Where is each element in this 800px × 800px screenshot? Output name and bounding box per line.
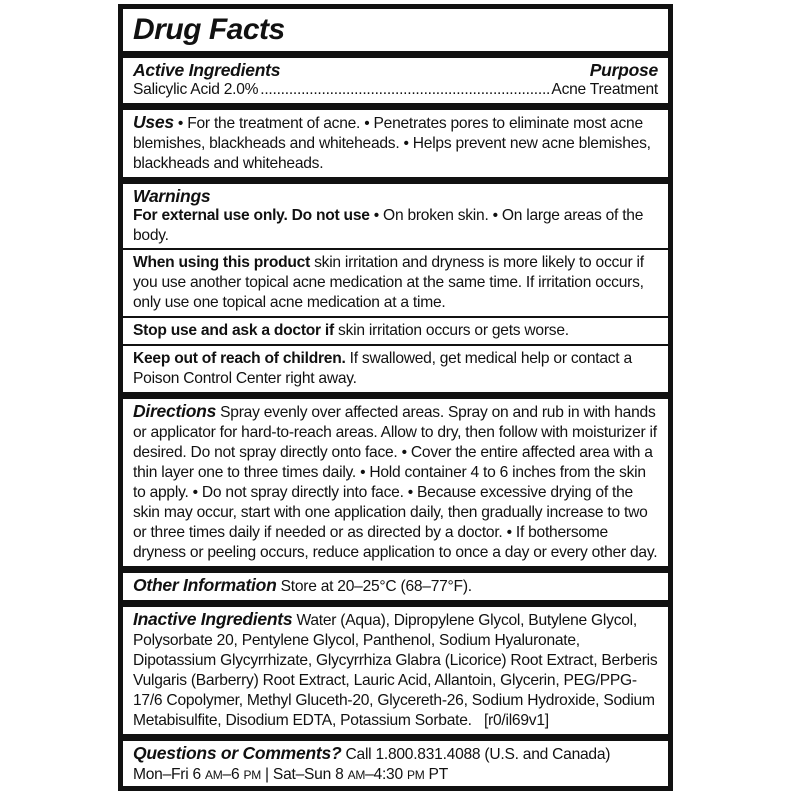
thick-divider bbox=[123, 600, 668, 607]
thick-divider bbox=[123, 51, 668, 58]
when-using-warning: When using this product skin irritation and dryness is more likely to occur if you use another topical acne medication at the same time. If irritation occurs, only use one topical acne medication at a time. bbox=[133, 254, 644, 311]
questions-section bbox=[123, 741, 668, 788]
panel-title: Drug Facts bbox=[133, 13, 285, 46]
thick-divider bbox=[123, 177, 668, 184]
purpose-heading: Purpose bbox=[589, 60, 658, 80]
directions-section bbox=[123, 399, 668, 566]
directions-text: Spray evenly over affected areas. Spray on and rub in with hands or applicator for hard-to-reach areas. Allow to dry, then follow with moisturizer if desired. Do not spray directly onto face. • Cover the entire affected area with a thin layer one to three times daily. • Hold container 4 to 6 inches from the skin to apply. • Do not spray directly into face. • Because excessive drying of the skin may occur, start with one application daily, then gradually increase to two or three times daily if needed or as directed by a doctor. • If bothersome dryness or peeling occurs, reduce application to once a day or every other day. bbox=[133, 404, 658, 561]
thick-divider bbox=[123, 566, 668, 573]
dot-leader bbox=[260, 80, 549, 100]
inactive-ingredients-text: Water (Aqua), Dipropylene Glycol, Butylene Glycol, Polysorbate 20, Pentylene Glycol, Panthenol, Sodium Hyaluronate, Dipotassium Glycyrrhizate, Glycyrrhiza Glabra (Licorice) Root Extract, Berberis Vulgaris (Barberry) Root Extract, Lauric Acid, Allantoin, Glycerin, PEG/PPG-17/6 Copolymer, Methyl Gluceth-20, Glycereth-26, Sodium Hydroxide, Sodium Metabisulfite, Disodium EDTA, Potassium Sorbate. bbox=[133, 612, 658, 729]
warnings-heading: Warnings bbox=[133, 186, 211, 206]
inactive-ingredients-section bbox=[123, 607, 668, 734]
other-information-section bbox=[123, 573, 668, 600]
other-information-heading: Other Information bbox=[133, 575, 277, 595]
thick-divider bbox=[123, 103, 668, 110]
ingredient-row bbox=[133, 80, 658, 100]
stop-use-warning: Stop use and ask a doctor if skin irritation occurs or gets worse. bbox=[133, 322, 569, 339]
keep-out-warning: Keep out of reach of children. If swallowed, get medical help or contact a Poison Control Center right away. bbox=[133, 350, 632, 387]
hours-text: Mon–Fri 6 AM–6 PM | Sat–Sun 8 AM–4:30 PM PT bbox=[133, 766, 448, 783]
active-ingredients-section bbox=[123, 58, 668, 103]
questions-heading: Questions or Comments? bbox=[133, 743, 342, 763]
ingredient-purpose: Acne Treatment bbox=[551, 81, 658, 98]
drug-facts-panel bbox=[118, 4, 673, 791]
external-use-warning: For external use only. Do not use • On broken skin. • On large areas of the body. bbox=[133, 207, 644, 244]
uses-text: • For the treatment of acne. • Penetrates pores to eliminate most acne blemishes, blackheads and whiteheads. • Helps prevent new acne blemishes, blackheads and whiteheads. bbox=[133, 115, 651, 172]
other-information-text: Store at 20–25°C (68–77°F). bbox=[276, 578, 472, 595]
inactive-ingredients-heading: Inactive Ingredients bbox=[133, 609, 293, 629]
warnings-section bbox=[123, 184, 668, 248]
thick-divider bbox=[123, 734, 668, 741]
active-ingredients-heading: Active Ingredients bbox=[133, 60, 281, 80]
thick-divider bbox=[123, 392, 668, 399]
ingredient-name: Salicylic Acid 2.0% bbox=[133, 81, 259, 98]
directions-heading: Directions bbox=[133, 401, 217, 421]
phone-text: Call 1.800.831.4088 (U.S. and Canada) bbox=[341, 746, 611, 763]
product-code: [r0/il69v1] bbox=[483, 712, 549, 729]
uses-heading: Uses bbox=[133, 112, 174, 132]
uses-section bbox=[123, 110, 668, 177]
